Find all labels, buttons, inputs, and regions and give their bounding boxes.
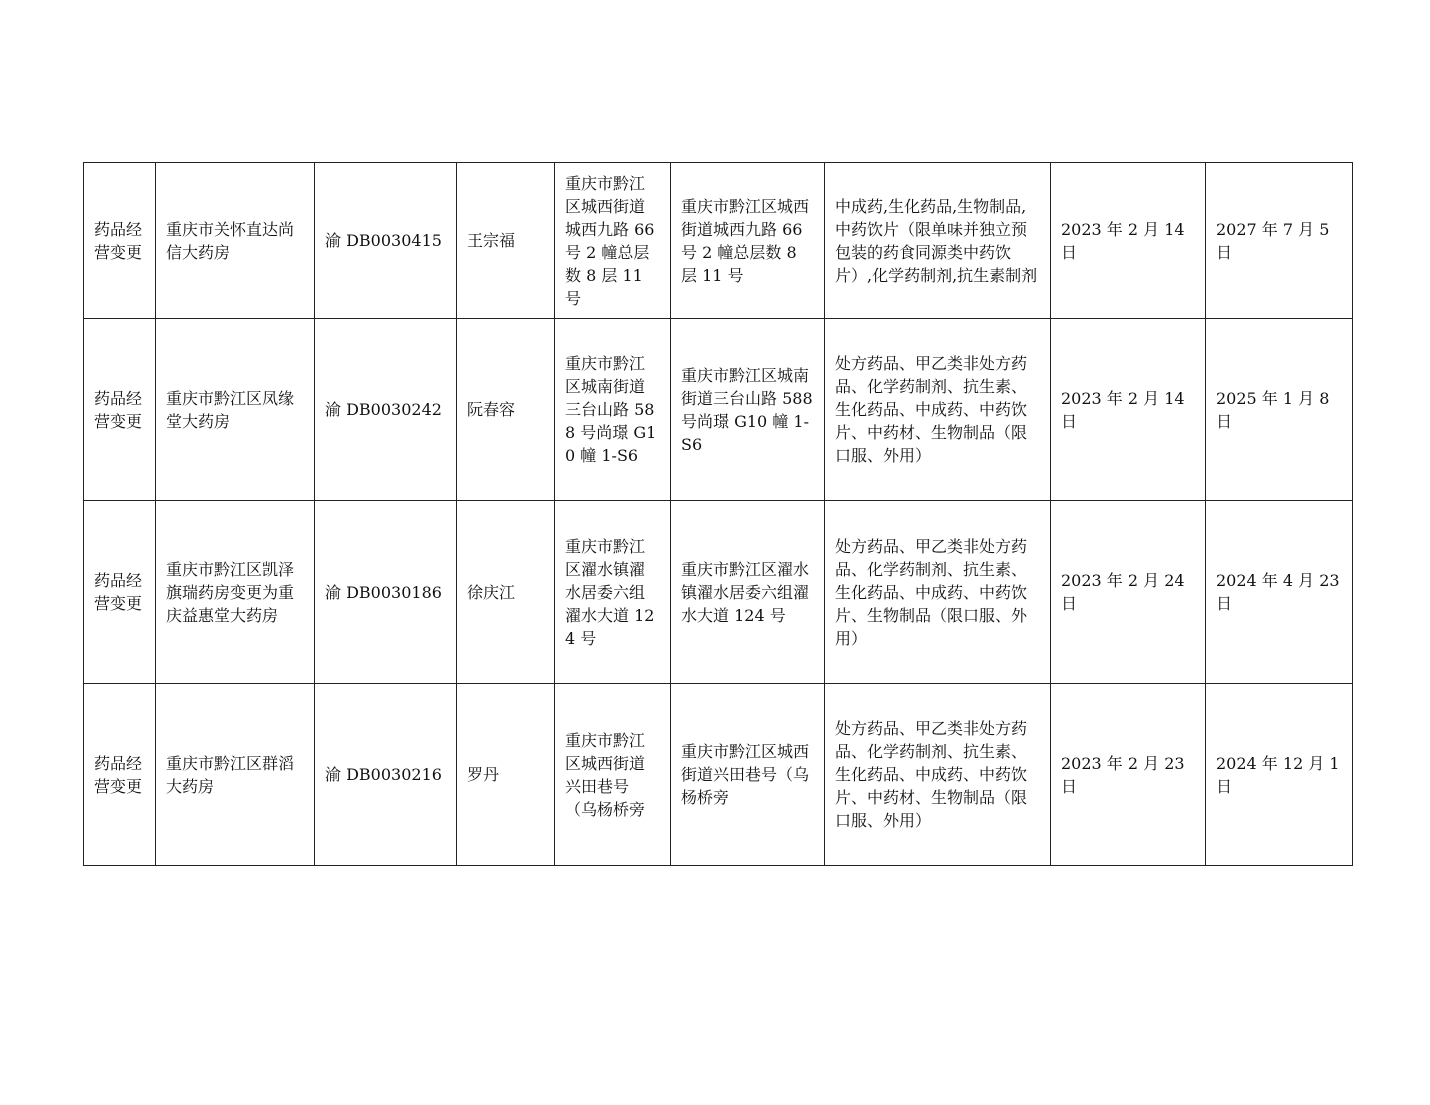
cell-registered-address: 重庆市黔江区城西街道城西九路 66 号 2 幢总层数 8 层 11 号 [555,163,671,319]
cell-registered-address: 重庆市黔江区城西街道兴田巷号（乌杨桥旁 [555,684,671,866]
license-change-table [83,162,1353,866]
cell-store-address: 重庆市黔江区城西街道兴田巷号（乌杨桥旁 [671,684,825,866]
cell-business-type: 药品经营变更 [84,319,156,501]
cell-issue-date: 2023 年 2 月 14 日 [1051,163,1206,319]
cell-expiry-date: 2025 年 1 月 8 日 [1206,319,1353,501]
cell-enterprise-name: 重庆市关怀直达尚信大药房 [156,163,315,319]
cell-legal-person: 罗丹 [457,684,555,866]
cell-business-scope: 处方药品、甲乙类非处方药品、化学药制剂、抗生素、生化药品、中成药、中药饮片、中药材、生物制品（限口服、外用） [825,319,1051,501]
cell-business-scope: 处方药品、甲乙类非处方药品、化学药制剂、抗生素、生化药品、中成药、中药饮片、中药材、生物制品（限口服、外用） [825,684,1051,866]
cell-registered-address: 重庆市黔江区城南街道三台山路 588 号尚璟 G10 幢 1-S6 [555,319,671,501]
cell-legal-person: 徐庆江 [457,501,555,684]
cell-store-address: 重庆市黔江区濯水镇濯水居委六组濯水大道 124 号 [671,501,825,684]
cell-business-scope: 中成药,生化药品,生物制品,中药饮片（限单味并独立预包装的药食同源类中药饮片）,化学药制剂,抗生素制剂 [825,163,1051,319]
cell-business-type: 药品经营变更 [84,163,156,319]
cell-license-number: 渝 DB0030186 [315,501,457,684]
cell-enterprise-name: 重庆市黔江区凤缘堂大药房 [156,319,315,501]
cell-issue-date: 2023 年 2 月 14 日 [1051,319,1206,501]
cell-store-address: 重庆市黔江区城西街道城西九路 66 号 2 幢总层数 8 层 11 号 [671,163,825,319]
cell-registered-address: 重庆市黔江区濯水镇濯水居委六组濯水大道 124 号 [555,501,671,684]
cell-license-number: 渝 DB0030415 [315,163,457,319]
cell-business-scope: 处方药品、甲乙类非处方药品、化学药制剂、抗生素、生化药品、中成药、中药饮片、生物制品（限口服、外用） [825,501,1051,684]
cell-expiry-date: 2024 年 4 月 23 日 [1206,501,1353,684]
cell-expiry-date: 2024 年 12 月 1 日 [1206,684,1353,866]
cell-enterprise-name: 重庆市黔江区群滔大药房 [156,684,315,866]
cell-license-number: 渝 DB0030242 [315,319,457,501]
cell-enterprise-name: 重庆市黔江区凯泽旗瑞药房变更为重庆益惠堂大药房 [156,501,315,684]
table-row [84,319,1353,501]
table-row [84,163,1353,319]
table-row [84,684,1353,866]
table-row [84,501,1353,684]
cell-legal-person: 阮春容 [457,319,555,501]
cell-expiry-date: 2027 年 7 月 5 日 [1206,163,1353,319]
cell-legal-person: 王宗福 [457,163,555,319]
cell-issue-date: 2023 年 2 月 24 日 [1051,501,1206,684]
cell-license-number: 渝 DB0030216 [315,684,457,866]
cell-issue-date: 2023 年 2 月 23 日 [1051,684,1206,866]
cell-business-type: 药品经营变更 [84,501,156,684]
cell-store-address: 重庆市黔江区城南街道三台山路 588 号尚璟 G10 幢 1-S6 [671,319,825,501]
cell-business-type: 药品经营变更 [84,684,156,866]
